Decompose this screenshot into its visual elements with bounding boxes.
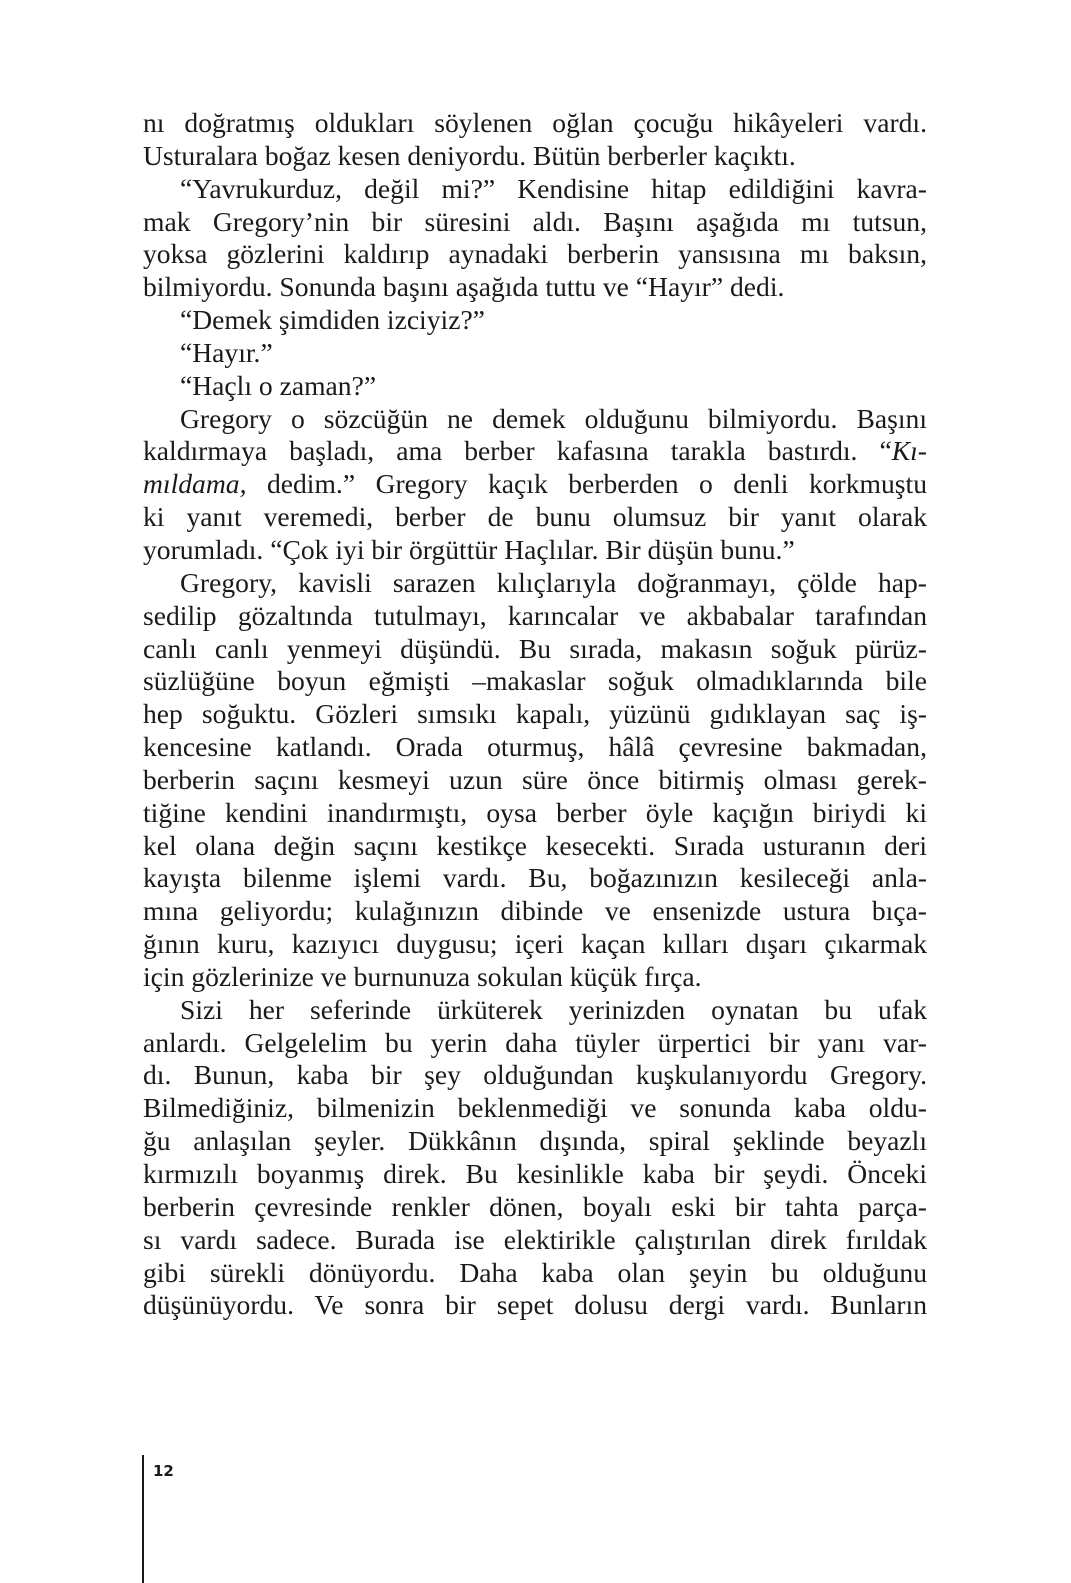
text-line: kayışta bilenme işlemi vardı. Bu, boğazınızın kesileceği anla- [143, 862, 927, 894]
text-line: ki yanıt veremedi, berber de bunu olumsuz bir yanıt olarak [143, 501, 927, 533]
text-line: berberin çevresinde renkler dönen, boyalı eski bir tahta parça- [143, 1190, 927, 1222]
text-line: ğının kuru, kazıyıcı duygusu; içeri kaçan kılları dışarı çıkarmak [143, 928, 927, 960]
page-number: 12 [153, 1462, 174, 1480]
text-line: “Hayır.” [180, 336, 273, 368]
text-line: gibi sürekli dönüyordu. Daha kaba olan şeyin bu olduğunu [143, 1256, 927, 1288]
text-line: mına geliyordu; kulağınızın dibinde ve ensenizde ustura bıça- [143, 895, 927, 927]
text-line: Gregory, kavisli sarazen kılıçlarıyla doğranmayı, çölde hap- [180, 566, 927, 598]
text-line: “Demek şimdiden izciyiz?” [180, 304, 485, 336]
text-line: Sizi her seferinde ürküterek yerinizden oynatan bu ufak [180, 993, 927, 1025]
text-line: yorumladı. “Çok iyi bir örgüttür Haçlılar. Bir düşün bunu.” [143, 533, 795, 565]
text-line: Bilmediğiniz, bilmenizin beklenmediği ve sonunda kaba oldu- [143, 1092, 927, 1124]
text-line: dı. Bunun, kaba bir şey olduğundan kuşkulanıyordu Gregory. [143, 1059, 927, 1091]
text-line: için gözlerinize ve burnunuza sokulan küçük fırça. [143, 960, 702, 992]
text-line: kencesine katlandı. Orada oturmuş, hâlâ çevresine bakmadan, [143, 731, 927, 763]
text-line: “Haçlı o zaman?” [180, 369, 377, 401]
text-line: sı vardı sadece. Burada ise elektirikle çalıştırılan direk fırıldak [143, 1223, 927, 1255]
text-line: sedilip gözaltında tutulmayı, karıncalar ve akbabalar tarafından [143, 599, 927, 631]
body-text [143, 107, 927, 1322]
text-line: tiğine kendini inandırmıştı, oysa berber öyle kaçığın biriydi ki [143, 796, 927, 828]
text-line: kırmızılı boyanmış direk. Bu kesinlikle kaba bir şeydi. Önceki [143, 1158, 927, 1189]
folio-rule [142, 1455, 144, 1583]
italic-word: Kı- [891, 435, 927, 467]
text-line: “Yavrukurduz, değil mi?” Kendisine hitap edildiğini kavra- [180, 172, 927, 204]
text-line: yoksa gözlerini kaldırıp aynadaki berberin yansısına mı baksın, [143, 238, 927, 270]
text-line: berberin saçını kesmeyi uzun süre önce bitirmiş olması gerek- [143, 763, 927, 795]
italic-word: mıldama, [143, 468, 247, 500]
text-line: kaldırmaya başladı, ama berber kafasına tarakla bastırdı. “Kı- [143, 435, 927, 467]
text-line: süzlüğüne boyun eğmişti –makaslar soğuk olmadıklarında bile [143, 665, 927, 697]
text-line: ğu anlaşılan şeyler. Dükkânın dışında, spiral şeklinde beyazlı [143, 1125, 927, 1157]
text-line: anlardı. Gelgelelim bu yerin daha tüyler ürpertici bir yanı var- [143, 1026, 927, 1058]
text-line: bilmiyordu. Sonunda başını aşağıda tuttu ve “Hayır” dedi. [143, 271, 785, 303]
text-line: hep soğuktu. Gözleri sımsıkı kapalı, yüzünü gıdıklayan saç iş- [143, 698, 927, 730]
text-line: mak Gregory’nin bir süresini aldı. Başını aşağıda mı tutsun, [143, 205, 927, 237]
text-line: Gregory o sözcüğün ne demek olduğunu bilmiyordu. Başını [180, 402, 927, 434]
text-line: nı doğratmış oldukları söylenen oğlan çocuğu hikâyeleri vardı. [143, 107, 927, 138]
text-line: mıldama, dedim.” Gregory kaçık berberden o denli korkmuştu [143, 468, 927, 500]
text-line: düşünüyordu. Ve sonra bir sepet dolusu dergi vardı. Bunların [143, 1289, 927, 1321]
text-line: Usturalara boğaz kesen deniyordu. Bütün berberler kaçıktı. [143, 139, 796, 171]
text-line: canlı canlı yenmeyi düşündü. Bu sırada, makasın soğuk pürüz- [143, 632, 927, 664]
text-line: kel olana değin saçını kestikçe kesecekti. Sırada usturanın deri [143, 829, 927, 861]
